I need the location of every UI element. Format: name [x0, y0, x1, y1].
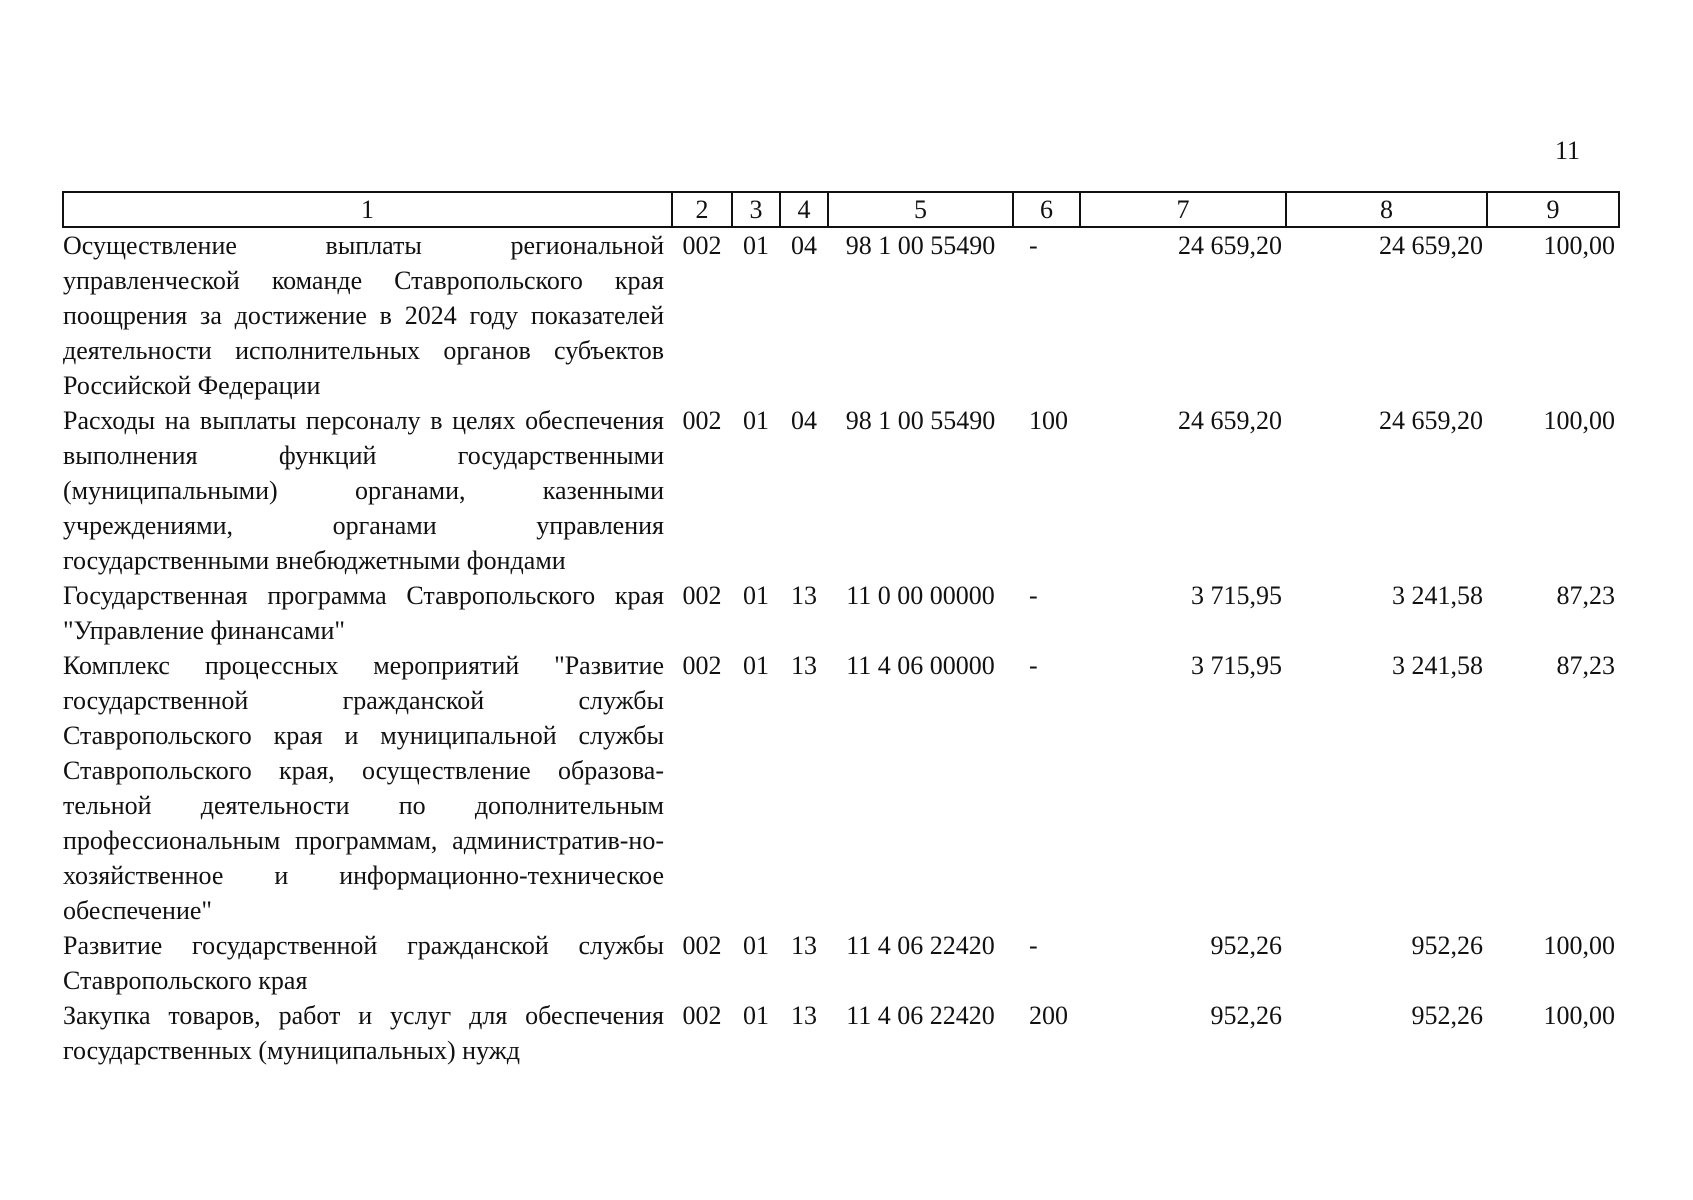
- cell-col-9: 100,00: [1543, 231, 1615, 260]
- cell-col-8: 952,26: [1411, 1001, 1483, 1030]
- cell-col-4: 13: [791, 931, 817, 960]
- cell-col-5: 11 0 00 00000: [846, 581, 995, 610]
- row-name: Государственная программа Ставропольского края "Управление финансами": [63, 581, 664, 645]
- cell-col-4: 04: [791, 406, 817, 435]
- cell-col-5: 11 4 06 00000: [846, 651, 995, 680]
- cell-col-8: 952,26: [1411, 931, 1483, 960]
- cell-col-6: -: [1029, 581, 1038, 610]
- cell-col-8: 24 659,20: [1379, 406, 1483, 435]
- column-header-7: 7: [1080, 192, 1286, 227]
- column-header-2: 2: [672, 192, 732, 227]
- cell-col-2: 002: [682, 406, 722, 435]
- cell-col-4: 13: [791, 651, 817, 680]
- cell-col-7: 24 659,20: [1178, 231, 1282, 260]
- row-name: Осуществление выплаты региональной управленческой команде Ставропольского края поощрения за достижение в 2024 году показателей деятельности исполнительных органов субъектов Российской Федерации: [63, 231, 664, 400]
- cell-col-3: 01: [743, 651, 769, 680]
- column-header-8: 8: [1286, 192, 1487, 227]
- cell-col-7: 3 715,95: [1191, 581, 1282, 610]
- column-header-9: 9: [1487, 192, 1619, 227]
- cell-col-2: 002: [682, 651, 722, 680]
- cell-col-2: 002: [682, 581, 722, 610]
- cell-col-9: 100,00: [1543, 406, 1615, 435]
- cell-col-2: 002: [682, 231, 722, 260]
- cell-col-5: 98 1 00 55490: [845, 231, 996, 260]
- budget-table: [62, 191, 1620, 1068]
- table-row: [63, 928, 1619, 998]
- column-header-6: 6: [1013, 192, 1080, 227]
- row-name: Закупка товаров, работ и услуг для обеспечения государственных (муниципальных) нужд: [63, 1001, 664, 1065]
- page-number: 11: [1554, 136, 1580, 165]
- cell-col-3: 01: [743, 1001, 769, 1030]
- row-name: Расходы на выплаты персоналу в целях обеспечения выполнения функций государственными (муниципальными) органами, казенными учреждениями, органами управления государственными внебюджетными фондами: [63, 406, 664, 575]
- cell-col-5: 98 1 00 55490: [845, 406, 996, 435]
- cell-col-9: 100,00: [1543, 931, 1615, 960]
- table-row: [63, 227, 1619, 403]
- cell-col-4: 13: [791, 581, 817, 610]
- cell-col-9: 87,23: [1556, 581, 1615, 610]
- header-row: [63, 192, 1619, 227]
- cell-col-4: 04: [791, 231, 817, 260]
- cell-col-9: 100,00: [1543, 1001, 1615, 1030]
- cell-col-6: -: [1029, 931, 1038, 960]
- cell-col-3: 01: [743, 406, 769, 435]
- cell-col-3: 01: [743, 581, 769, 610]
- cell-col-4: 13: [791, 1001, 817, 1030]
- cell-col-2: 002: [682, 931, 722, 960]
- cell-col-7: 3 715,95: [1191, 651, 1282, 680]
- cell-col-5: 11 4 06 22420: [846, 931, 995, 960]
- cell-col-6: -: [1029, 231, 1038, 260]
- cell-col-8: 3 241,58: [1392, 651, 1483, 680]
- cell-col-8: 3 241,58: [1392, 581, 1483, 610]
- cell-col-7: 24 659,20: [1178, 406, 1282, 435]
- cell-col-2: 002: [682, 1001, 722, 1030]
- column-header-3: 3: [732, 192, 780, 227]
- column-header-4: 4: [780, 192, 828, 227]
- row-name: Комплекс процессных мероприятий "Развитие государственной гражданской службы Ставропольского края и муниципальной службы Ставропольского края, осуществление образова-тельной деятельности по дополнительным профессиональным программам, административ-но-хозяйственное и информационно-техническое обеспечение": [63, 651, 664, 925]
- table-row: [63, 578, 1619, 648]
- column-header-1: 1: [63, 192, 672, 227]
- cell-col-6: 100: [1029, 406, 1068, 435]
- table-row: [63, 403, 1619, 578]
- table-row: [63, 998, 1619, 1068]
- cell-col-7: 952,26: [1210, 1001, 1282, 1030]
- table-body: [63, 227, 1619, 1068]
- cell-col-6: -: [1029, 651, 1038, 680]
- cell-col-7: 952,26: [1210, 931, 1282, 960]
- table-row: [63, 648, 1619, 928]
- column-header-5: 5: [828, 192, 1013, 227]
- cell-col-3: 01: [743, 931, 769, 960]
- cell-col-5: 11 4 06 22420: [846, 1001, 995, 1030]
- cell-col-6: 200: [1029, 1001, 1068, 1030]
- row-name: Развитие государственной гражданской службы Ставропольского края: [63, 931, 664, 995]
- cell-col-3: 01: [743, 231, 769, 260]
- cell-col-8: 24 659,20: [1379, 231, 1483, 260]
- table-header: [63, 192, 1619, 227]
- cell-col-9: 87,23: [1556, 651, 1615, 680]
